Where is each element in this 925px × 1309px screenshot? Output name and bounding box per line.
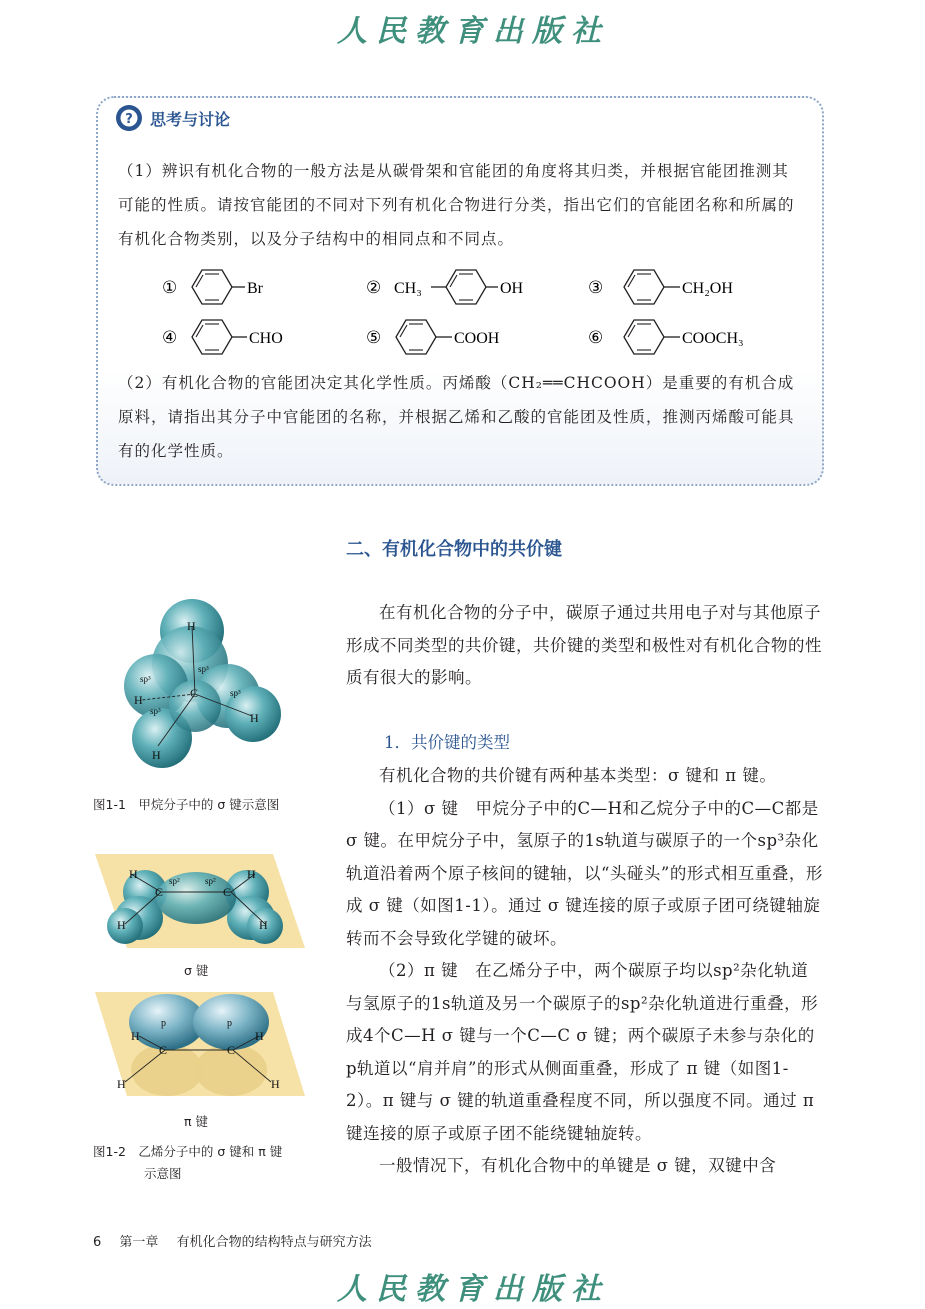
ethylene-sigma-c1: C	[155, 885, 164, 899]
compound-3-group: CH₂OH	[682, 280, 733, 297]
ethylene-sigma-h3: H	[247, 867, 256, 881]
discussion-paragraph-1: （1）辨识有机化合物的一般方法是从碳骨架和官能团的角度将其归类，并根据官能团推测其可能的性质。请按官能团的不同对下列有机化合物进行分类，指出它们的官能团名称和所属的有机化合物类别，以及分子结构中的相同点和不同点。	[118, 162, 795, 248]
compound-5	[366, 320, 500, 354]
ethylene-pi-h1: H	[131, 1029, 140, 1043]
page-footer	[93, 1231, 386, 1250]
body-paragraph-1: 有机化合物的共价键有两种基本类型：σ 键和 π 键。	[379, 766, 777, 785]
compound-1-group: Br	[247, 280, 263, 297]
body-paragraph-2: （1）σ 键 甲烷分子中的C—H和乙烷分子中的C—C都是 σ 键。在甲烷分子中，氢原子的1s轨道与碳原子的一个sp³杂化轨道沿着两个原子核间的键轴，以“头碰头”的形式相互重叠，形成 σ 键（如图1-1）。通过 σ 键连接的原子或原子团可绕键轴旋转而不会导致化学键的破坏。	[346, 798, 823, 948]
ethylene-sp2-1: sp²	[169, 876, 180, 886]
figure-1-2-caption-line1: 图1-2 乙烯分子中的 σ 键和 π 键	[93, 1144, 283, 1159]
compound-1	[162, 270, 264, 304]
figure-1-2-caption-line2: 示意图	[144, 1166, 182, 1181]
ethylene-pi-h3: H	[255, 1029, 264, 1043]
compound-2-number: ②	[366, 278, 382, 298]
publisher-logo-top: 人民教育出版社	[337, 14, 610, 49]
compound-structures	[150, 262, 790, 362]
compound-4-number: ④	[162, 328, 178, 348]
discussion-title: 思考与讨论	[150, 110, 231, 129]
methane-h-top: H	[187, 619, 196, 633]
page-number: 6	[93, 1235, 102, 1250]
chapter-label: 第一章	[119, 1235, 159, 1250]
compound-2-group: OH	[500, 280, 524, 297]
ethylene-p-2: p	[227, 1018, 232, 1029]
section-intro: 在有机化合物的分子中，碳原子通过共用电子对与其他原子形成不同类型的共价键，共价键的类型和极性对有机化合物的性质有很大的影响。	[346, 603, 822, 687]
ethylene-sigma-h4: H	[259, 918, 268, 932]
compound-6-number: ⑥	[588, 328, 604, 348]
compound-2-prefix: CH₃	[394, 280, 422, 297]
svg-text:?: ?	[125, 112, 133, 127]
methane-sp3-2: sp³	[140, 674, 151, 684]
methane-h-right: H	[250, 711, 259, 725]
methane-h-left: H	[134, 693, 143, 707]
compound-4	[162, 320, 283, 354]
publisher-logo-bottom: 人民教育出版社	[337, 1272, 610, 1307]
methane-h-bottom: H	[152, 748, 161, 762]
subsection-title: 1．共价键的类型	[384, 733, 510, 752]
ethylene-sigma-h2: H	[117, 918, 126, 932]
sigma-bond-label: σ 键	[184, 963, 209, 978]
ethylene-sigma-h1: H	[129, 867, 138, 881]
ethylene-pi-c2: C	[227, 1043, 236, 1057]
compound-4-group: CHO	[249, 330, 283, 347]
ethylene-pi-c1: C	[159, 1043, 168, 1057]
compound-6-group: COOCH₃	[682, 330, 744, 347]
methane-sp3-3: sp³	[230, 688, 241, 698]
discussion-paragraph-2: （2）有机化合物的官能团决定其化学性质。丙烯酸（CH₂══CHCOOH）是重要的有机合成原料，请指出其分子中官能团的名称，并根据乙烯和乙酸的官能团及性质，推测丙烯酸可能具有的化学性质。	[118, 374, 795, 460]
methane-sp3-1: sp³	[198, 664, 209, 674]
compound-5-group: COOH	[454, 330, 500, 347]
section-title: 二、有机化合物中的共价键	[346, 539, 562, 560]
methane-c: C	[190, 686, 199, 700]
methane-sigma-figure	[110, 596, 290, 776]
ethylene-sigma-figure	[95, 854, 305, 950]
compound-5-number: ⑤	[366, 328, 382, 348]
discussion-icon	[114, 103, 144, 133]
chapter-title: 有机化合物的结构特点与研究方法	[176, 1235, 372, 1250]
body-paragraph-4: 一般情况下，有机化合物中的单键是 σ 键，双键中含	[379, 1156, 777, 1175]
ethylene-pi-figure	[95, 992, 305, 1096]
compound-6	[588, 320, 744, 354]
ethylene-pi-h2: H	[117, 1077, 126, 1091]
compound-3-number: ③	[588, 278, 604, 298]
section-body	[346, 760, 824, 1183]
compound-2	[366, 270, 524, 304]
ethylene-pi-h4: H	[271, 1077, 280, 1091]
body-paragraph-3: （2）π 键 在乙烯分子中，两个碳原子均以sp²杂化轨道与氢原子的1s轨道及另一个碳原子的sp²杂化轨道进行重叠，形成4个C—H σ 键与一个C—C σ 键；两个碳原子未参与杂化的p轨道以“肩并肩”的形式从侧面重叠，形成了 π 键（如图1-2）。π 键与 σ 键的轨道重叠程度不同，所以强度不同。通过 π 键连接的原子或原子团不能绕键轴旋转。	[346, 961, 819, 1143]
compound-3	[588, 270, 733, 304]
ethylene-sp2-2: sp²	[205, 876, 216, 886]
compound-1-number: ①	[162, 278, 178, 298]
ethylene-sigma-c2: C	[223, 885, 232, 899]
ethylene-p-1: p	[161, 1018, 166, 1029]
methane-sp3-4: sp³	[150, 706, 161, 716]
figure-1-1-caption: 图1-1 甲烷分子中的 σ 键示意图	[93, 797, 280, 812]
pi-bond-label: π 键	[184, 1114, 208, 1129]
